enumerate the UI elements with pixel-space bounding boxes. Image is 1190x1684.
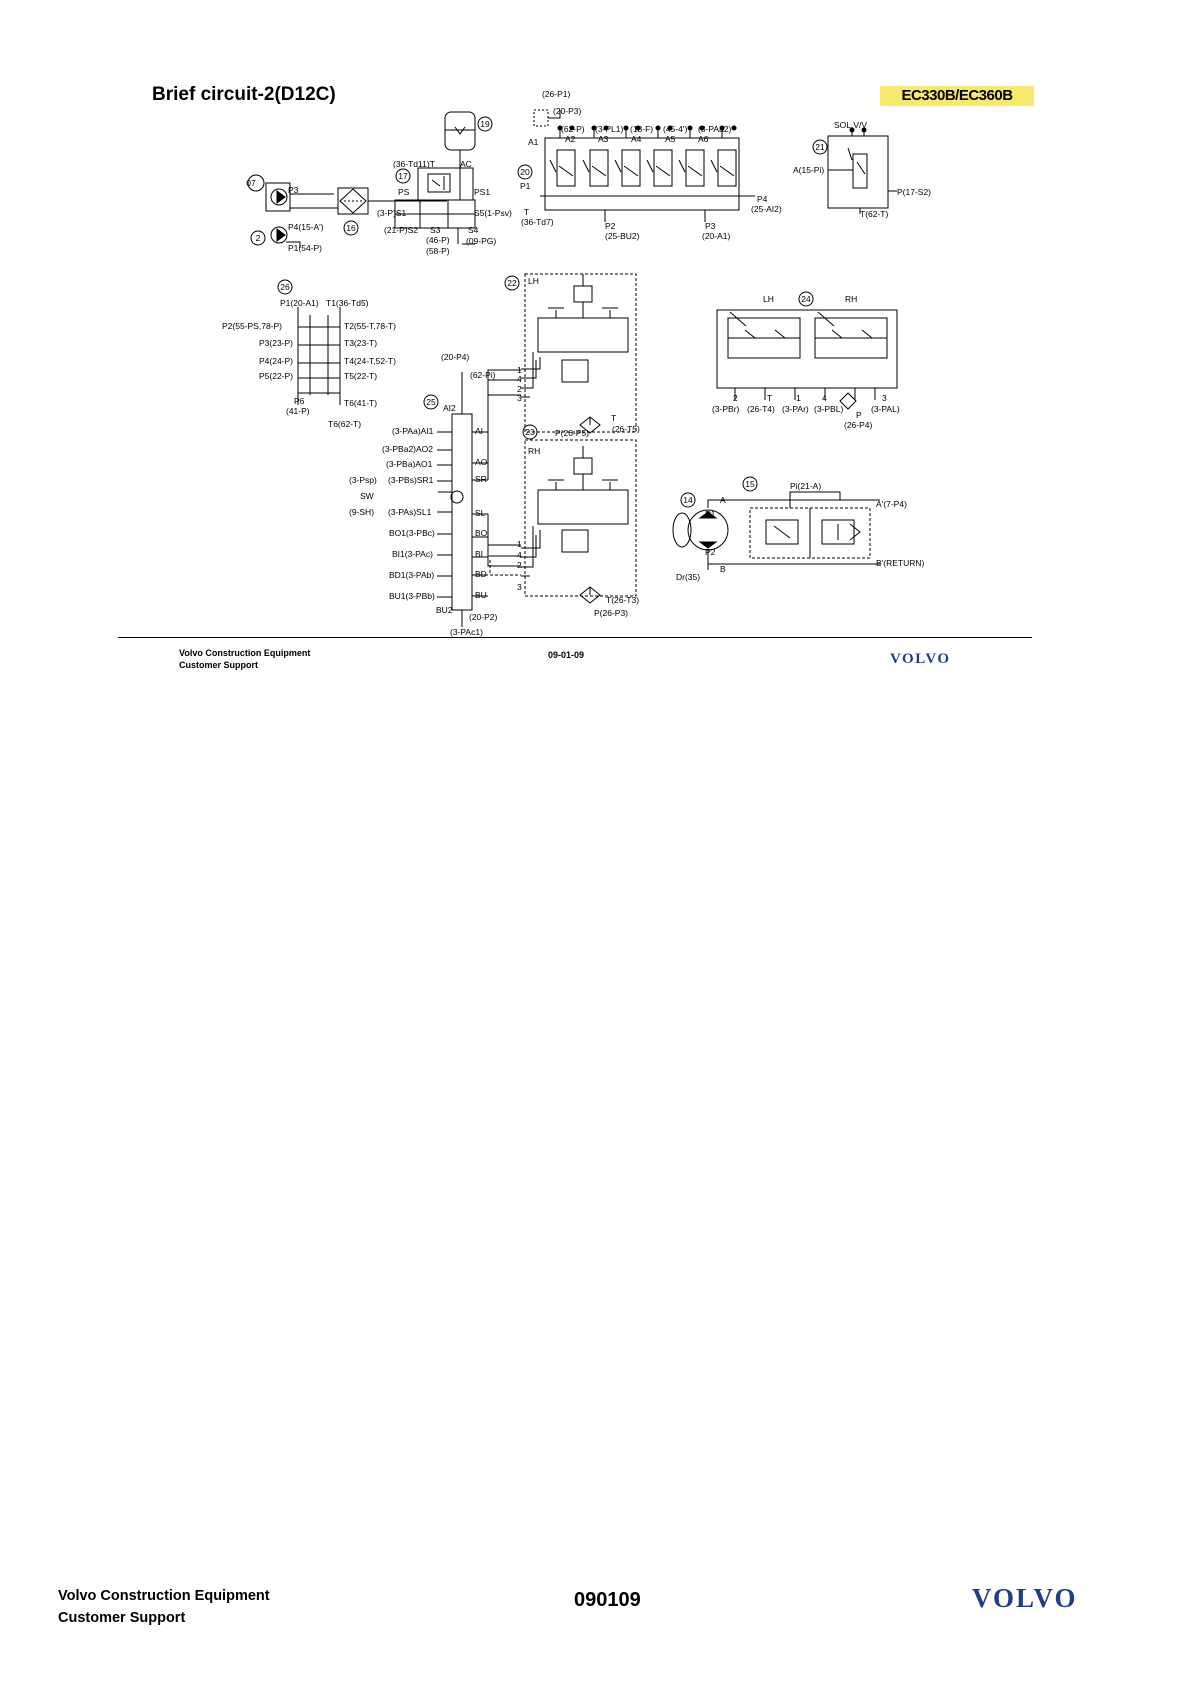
label-14: 14 xyxy=(683,495,693,505)
label-22-port3: 3 xyxy=(517,393,522,403)
label-26: 26 xyxy=(280,282,290,292)
label-25-bu2: BU2 xyxy=(436,605,453,615)
label-23-port2: 2 xyxy=(517,560,522,570)
label-17: 17 xyxy=(398,171,408,181)
label-20p3: (20-P3) xyxy=(553,106,582,116)
label-25-sh: (9-SH) xyxy=(349,507,375,517)
label-24-t4: (26-T4) xyxy=(747,404,775,414)
label-s4: S4 xyxy=(468,225,479,235)
label-25-ai1: (3-PAa)AI1 xyxy=(392,426,434,436)
label-15-b2: B'(RETURN) xyxy=(876,558,925,568)
label-25-ao: AO xyxy=(475,457,488,467)
label-24-p4: (26-P4) xyxy=(844,420,873,430)
label-26-p2: P2(55-PS,78-P) xyxy=(222,321,282,331)
label-26-p6b: (41-P) xyxy=(286,406,310,416)
solenoid-valve-21 xyxy=(813,130,897,214)
label-p4: P4(15-A') xyxy=(288,222,324,232)
label-23-p: P(26-P3) xyxy=(594,608,629,618)
label-15-b: B xyxy=(720,564,726,574)
label-23-port4: 4 xyxy=(517,550,522,560)
label-24-pbr: (3-PBr) xyxy=(712,404,740,414)
label-26-p5: P5(22-P) xyxy=(259,371,294,381)
label-25-ai: AI xyxy=(475,426,484,436)
label-a2: A2 xyxy=(565,134,576,144)
footer-small-date: 09-01-09 xyxy=(548,650,585,660)
label-07: 07 xyxy=(246,178,256,188)
labels-25 xyxy=(349,352,498,637)
label-ps1: PS1 xyxy=(474,187,491,197)
label-25-sl1: (3-PAs)SL1 xyxy=(388,507,432,517)
model-badge: EC330B/EC360B xyxy=(880,86,1034,106)
label-26-t6b: T6(62-T) xyxy=(328,419,362,429)
label-bu2: (25-BU2) xyxy=(605,231,640,241)
label-15: 15 xyxy=(745,479,755,489)
label-a6: A6 xyxy=(698,134,709,144)
label-23-rh: RH xyxy=(528,446,541,456)
footer-small-org xyxy=(179,647,310,671)
label-a15pi: A(15-Pi) xyxy=(793,165,825,175)
label-25-bd1: BD1(3-PAb) xyxy=(389,570,435,580)
label-22-port1: 1 xyxy=(517,365,522,375)
label-25-sr1: (3-PBs)SR1 xyxy=(388,475,434,485)
label-p1: P1(54-P) xyxy=(288,243,323,253)
footer-divider xyxy=(118,637,1032,638)
label-26-t4: T4(24-T,52-T) xyxy=(344,356,396,366)
block-25 xyxy=(424,372,488,627)
label-62p: (62-P) xyxy=(561,124,585,134)
label-24-pal: (3-PAL) xyxy=(871,404,900,414)
label-2: 2 xyxy=(255,233,261,243)
footer-large-org xyxy=(58,1585,270,1629)
label-25-sr: SR xyxy=(475,474,487,484)
label-8paa2: (8-PAa2) xyxy=(698,124,732,134)
label-24-b1: 1 xyxy=(796,393,801,403)
label-a20: (20-A1) xyxy=(702,231,731,241)
label-22-lh: LH xyxy=(528,276,539,286)
solenoid-spools xyxy=(550,150,736,186)
label-19: 19 xyxy=(480,119,490,129)
label-15-dr: Dr(35) xyxy=(676,572,701,582)
label-vp1: P1 xyxy=(520,181,531,191)
label-20: 20 xyxy=(520,167,530,177)
label-24-b3: 3 xyxy=(882,393,887,403)
label-s2: (21-P)S2 xyxy=(384,225,419,235)
label-s3: S3 xyxy=(430,225,441,235)
footer-large-org-line1: Volvo Construction Equipment xyxy=(58,1588,270,1604)
label-26-t5: T5(22-T) xyxy=(344,371,378,381)
label-25-bd: BD xyxy=(475,569,487,579)
label-ps: PS xyxy=(398,187,410,197)
label-25-pac1: (3-PAc1) xyxy=(450,627,483,637)
label-25-bi: BI xyxy=(475,549,484,559)
label-26-t1: T1(36-Td5) xyxy=(326,298,369,308)
labels-14-15 xyxy=(676,479,925,582)
label-3pl1: (3-PL1) xyxy=(595,124,624,134)
label-25-psp: (3-Psp) xyxy=(349,475,377,485)
label-26-p6: P6 xyxy=(294,396,305,406)
label-26-p4: P4(24-P) xyxy=(259,356,294,366)
label-26-t3: T3(23-T) xyxy=(344,338,378,348)
label-24-pbl: (3-PBL) xyxy=(814,404,844,414)
label-25-bo: BO xyxy=(475,528,488,538)
pedal-block-24 xyxy=(717,292,897,409)
volvo-logo-small: VOLVO xyxy=(890,651,951,667)
footer-large-org-line2: Customer Support xyxy=(58,1610,186,1626)
footer-small-org-line2: Customer Support xyxy=(179,660,259,670)
label-s5: S5(1-Psv) xyxy=(474,208,512,218)
label-22-t: T xyxy=(611,413,617,423)
label-25-ao2: (3-PBa2)AO2 xyxy=(382,444,434,454)
label-22-t5: (26-T5) xyxy=(612,424,640,434)
label-a3: A3 xyxy=(598,134,609,144)
label-a5: A5 xyxy=(665,134,676,144)
label-ai2: (25-AI2) xyxy=(751,204,782,214)
label-25-sl: SL xyxy=(475,508,486,518)
label-t62: T(62-T) xyxy=(860,209,889,219)
label-s1: (3-P)S1 xyxy=(377,208,407,218)
label-24-b2: 2 xyxy=(733,393,738,403)
label-24-bt: T xyxy=(767,393,773,403)
label-26-t2: T2(55-T,78-T) xyxy=(344,321,396,331)
label-vp4: P4 xyxy=(757,194,768,204)
label-ac: AC xyxy=(460,159,472,169)
footer-small-org-line1: Volvo Construction Equipment xyxy=(179,648,311,658)
label-22-port4: 4 xyxy=(517,374,522,384)
label-24-b4: 4 xyxy=(822,393,827,403)
label-td7: (36-Td7) xyxy=(521,217,554,227)
labels-24 xyxy=(712,294,900,430)
label-22-port2: 2 xyxy=(517,384,522,394)
joystick-23-rh xyxy=(490,425,636,603)
label-23-t: T(26-T3) xyxy=(606,595,640,605)
label-15-pi: Pi(21-A) xyxy=(790,481,822,491)
label-15-a2: A'(7-P4) xyxy=(876,499,907,509)
label-25-sw: SW xyxy=(360,491,374,501)
label-26-t6a: T6(41-T) xyxy=(344,398,378,408)
label-24: 24 xyxy=(801,294,811,304)
footer-large-date: 090109 xyxy=(574,1589,641,1611)
label-25: 25 xyxy=(426,397,436,407)
label-24-lh: LH xyxy=(763,294,774,304)
label-45: (45-4') xyxy=(663,124,688,134)
label-vp2: P2 xyxy=(605,221,616,231)
label-24-bp: P xyxy=(856,410,862,420)
label-23: 23 xyxy=(525,427,535,437)
page-title: Brief circuit-2(D12C) xyxy=(152,84,336,105)
label-22-p: P(26-P5) xyxy=(555,428,590,438)
label-22: 22 xyxy=(507,278,517,288)
label-pg09: (09-PG) xyxy=(466,236,497,246)
label-a4: A4 xyxy=(631,134,642,144)
label-16: 16 xyxy=(346,223,356,233)
label-25-bi1: BI1(3-PAc) xyxy=(392,549,433,559)
label-25-pi: (62-Pi) xyxy=(470,370,496,380)
label-25-bu: BU xyxy=(475,590,487,600)
label-vp3: P3 xyxy=(705,221,716,231)
label-26-p1: P1(20-A1) xyxy=(280,298,319,308)
joystick-22-lh xyxy=(505,274,636,433)
label-25-ao1: (3-PBa)AO1 xyxy=(386,459,433,469)
label-24-rh: RH xyxy=(845,294,858,304)
label-15-p2: P2 xyxy=(705,547,716,557)
label-15-p1: P1 xyxy=(705,509,716,519)
label-p46: (46-P) xyxy=(426,235,450,245)
label-vt: T xyxy=(524,207,530,217)
label-25-p2: (20-P2) xyxy=(469,612,498,622)
label-td11: (36-Td11)T xyxy=(393,159,435,169)
label-24-par: (3-PAr) xyxy=(782,404,809,414)
label-p58: (58-P) xyxy=(426,246,450,256)
label-25-bo1: BO1(3-PBc) xyxy=(389,528,435,538)
label-23-port3: 3 xyxy=(517,582,522,592)
label-25-p4: (20-P4) xyxy=(441,352,470,362)
volvo-logo-large: VOLVO xyxy=(972,1583,1078,1613)
label-solvv: SOL.V/V xyxy=(834,120,868,130)
label-21: 21 xyxy=(815,142,825,152)
label-23-port1: 1 xyxy=(517,539,522,549)
label-p3: P3 xyxy=(288,185,299,195)
label-p17s2: P(17-S2) xyxy=(897,187,932,197)
labels-26 xyxy=(222,282,396,429)
label-26-p3: P3(23-P) xyxy=(259,338,294,348)
label-13f: (13-F) xyxy=(630,124,654,134)
label-25-ai2: AI2 xyxy=(443,403,456,413)
label-15-a: A xyxy=(720,495,726,505)
label-25-bu1: BU1(3-PBb) xyxy=(389,591,435,601)
label-a1: A1 xyxy=(528,137,539,147)
label-26p1: (26-P1) xyxy=(542,89,571,99)
